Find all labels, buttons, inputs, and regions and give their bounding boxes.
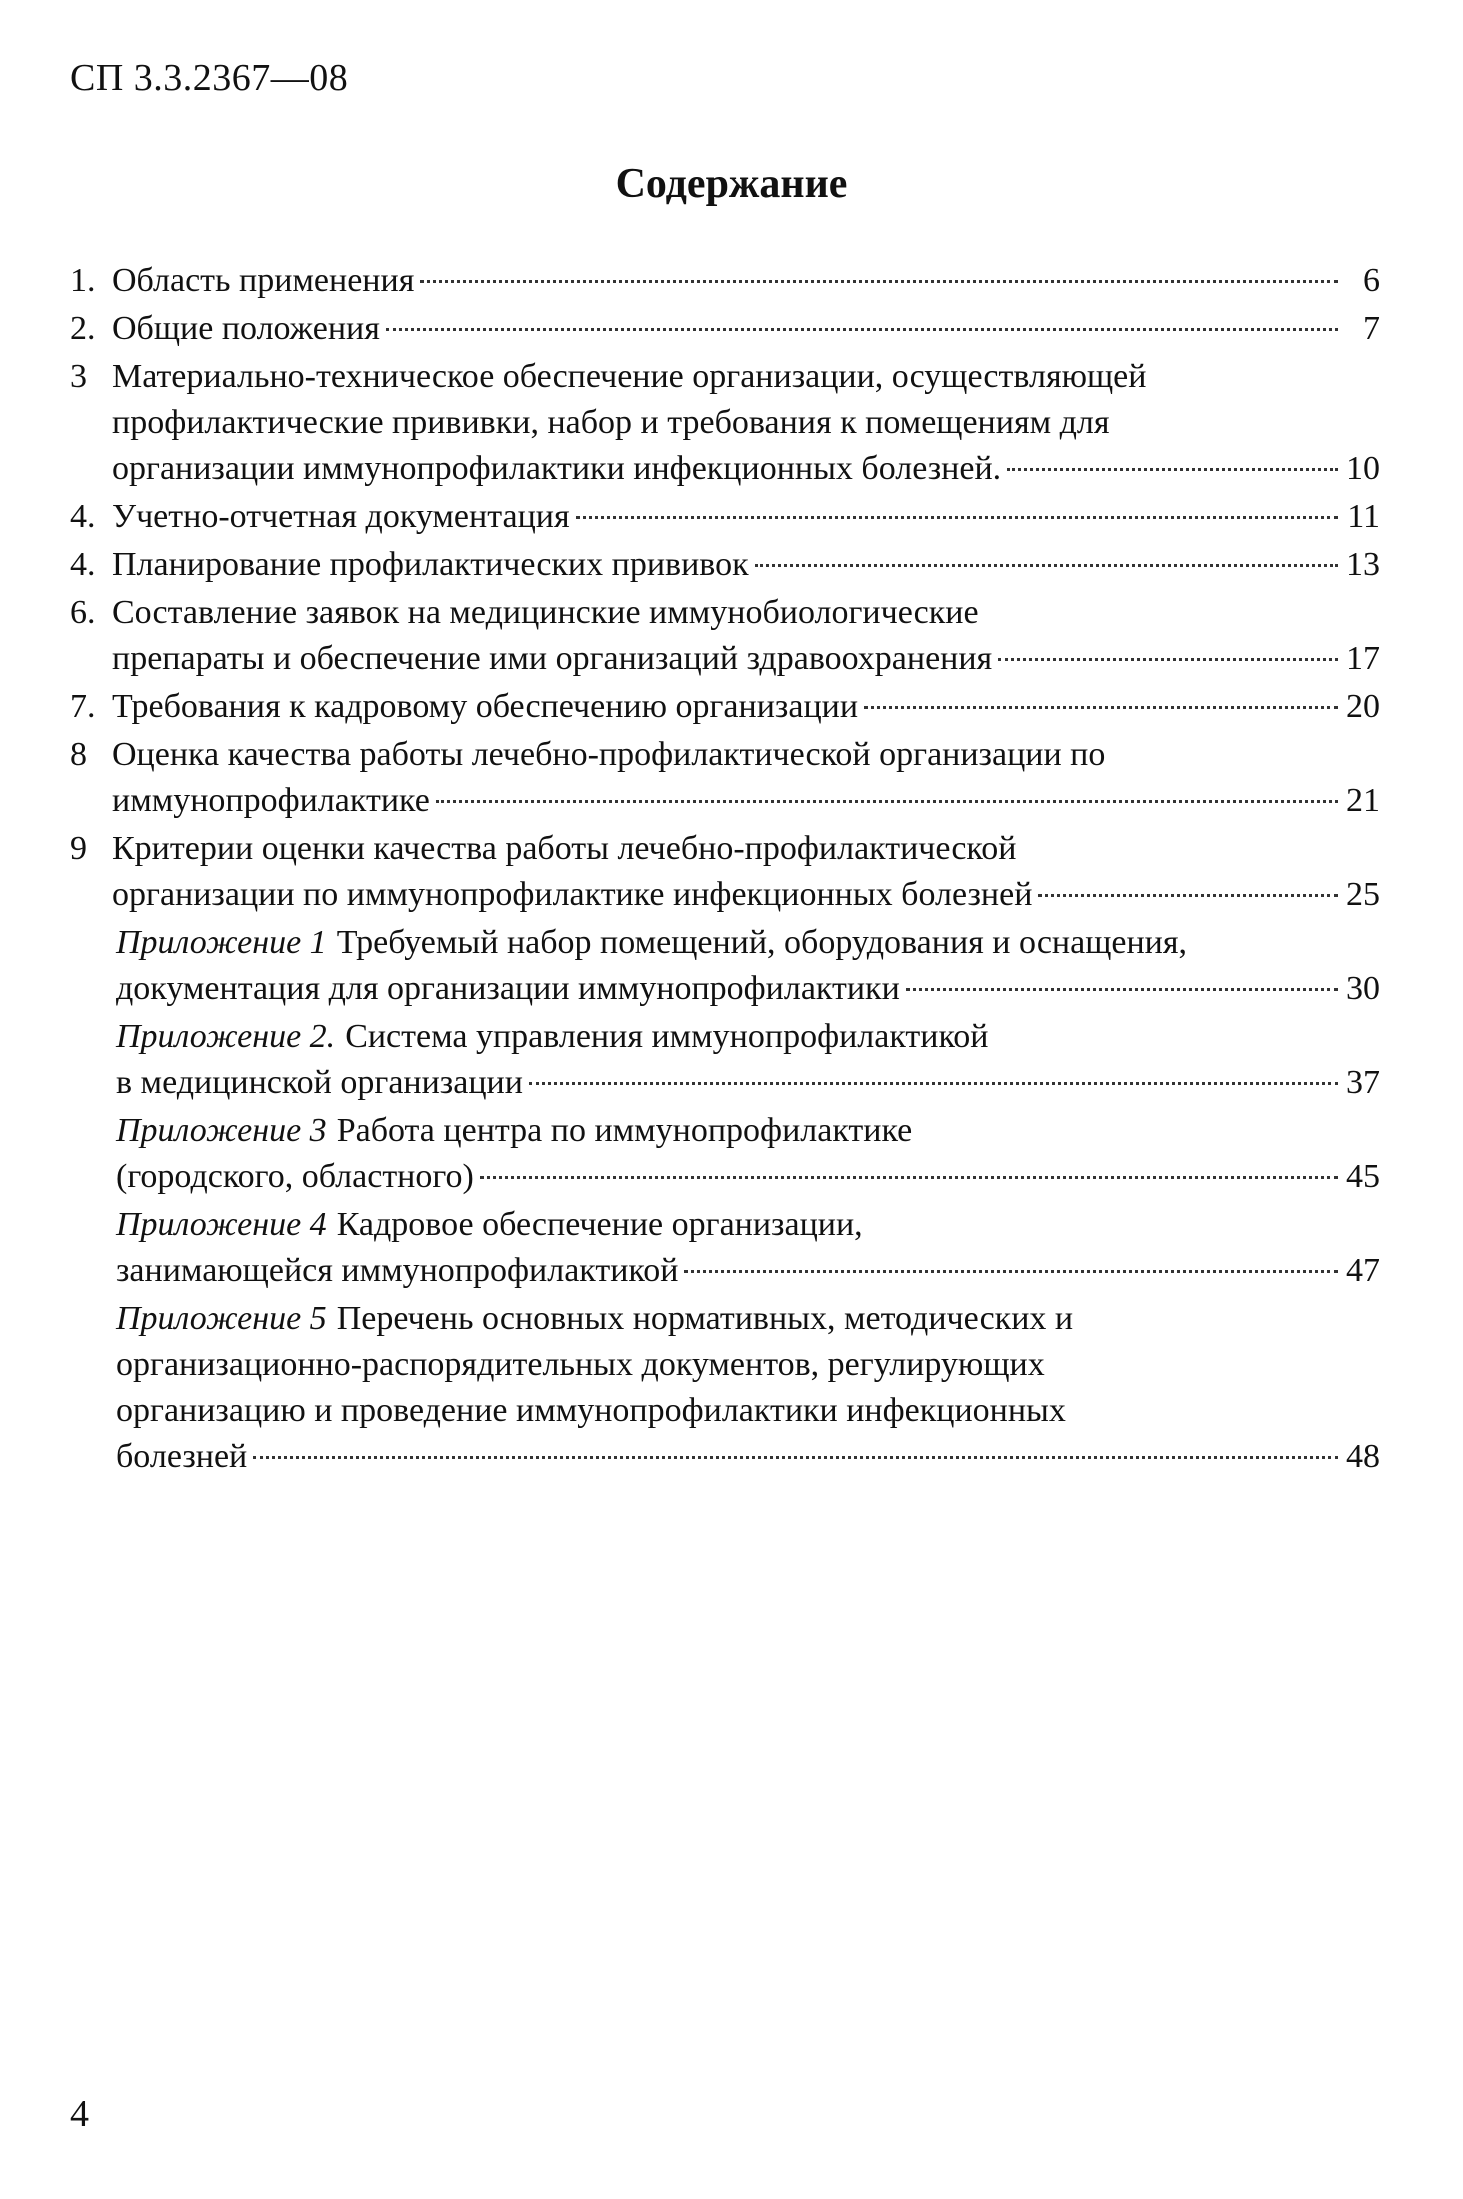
table-of-contents [70,258,1380,1482]
toc-entry-number: 9 [70,830,87,867]
dot-leader [755,564,1338,567]
toc-entry-text: в медицинской организации [116,1064,523,1101]
toc-title: Содержание [615,161,848,207]
toc-appendix-5[interactable] [70,1296,1380,1480]
toc-entry-text: Материально-техническое обеспечение организации, осуществляющей [112,358,1147,395]
toc-entry-text: Требования к кадровому обеспечению организации [112,688,859,725]
toc-entry-page: 17 [1346,640,1380,677]
dot-leader [998,658,1338,661]
appendix-label: Приложение 1 [116,924,327,961]
toc-entry-text: препараты и обеспечение ими организаций здравоохранения [112,640,993,677]
dot-leader [1038,894,1338,897]
toc-entry-number: 1. [70,262,96,299]
toc-entry-text: занимающейся иммунопрофилактикой [116,1252,679,1289]
toc-entry-text: организации по иммунопрофилактике инфекционных болезней [112,876,1033,913]
toc-entry-text: Область применения [112,262,415,299]
appendix-label: Приложение 2. [116,1018,336,1055]
toc-entry-number: 2. [70,310,96,347]
toc-entry[interactable] [70,826,1380,918]
toc-entry-page: 30 [1346,970,1380,1007]
toc-entry-text: Составление заявок на медицинские иммунобиологические [112,594,979,631]
toc-entry-page: 25 [1346,876,1380,913]
toc-appendix-4[interactable] [70,1202,1380,1294]
toc-entry-text: Общие положения [112,310,380,347]
toc-entry-page: 45 [1346,1158,1380,1195]
toc-entry-number: 7. [70,688,96,725]
toc-entry[interactable] [70,354,1380,492]
toc-entry-page: 48 [1346,1438,1380,1475]
dot-leader [420,280,1338,283]
dot-leader [684,1270,1338,1273]
toc-appendix-3[interactable] [70,1108,1380,1200]
toc-entry-number: 6. [70,594,96,631]
toc-entry-text: профилактические прививки, набор и требования к помещениям для [112,404,1110,441]
dot-leader [529,1082,1338,1085]
dot-leader [1007,468,1338,471]
toc-entry-page: 20 [1346,688,1380,725]
toc-entry-page: 11 [1347,498,1380,535]
dot-leader [576,516,1338,519]
toc-appendix-2[interactable] [70,1014,1380,1106]
appendix-label: Приложение 5 [116,1300,327,1337]
toc-entry-number: 4. [70,498,96,535]
toc-entry[interactable] [70,258,1380,304]
toc-entry-text: организационно-распорядительных документов, регулирующих [116,1346,1045,1383]
dot-leader [253,1456,1338,1459]
page-number: 4 [70,2093,89,2135]
toc-entry-text: Требуемый набор помещений, оборудования и оснащения, [336,924,1188,961]
toc-entry-text: организации иммунопрофилактики инфекционных болезней. [112,450,1002,487]
appendix-label: Приложение 4 [116,1206,327,1243]
toc-entry-text: Планирование профилактических прививок [112,546,749,583]
toc-entry-text: организацию и проведение иммунопрофилактики инфекционных [116,1392,1066,1429]
toc-entry-page: 7 [1363,310,1380,347]
toc-entry-text: Система управления иммунопрофилактикой [345,1018,989,1055]
toc-entry-page: 21 [1346,782,1380,819]
toc-entry[interactable] [70,542,1380,588]
toc-entry-text: Оценка качества работы лечебно-профилактической организации по [112,736,1106,773]
toc-entry-number: 3 [70,358,87,395]
toc-appendix-1[interactable] [70,920,1380,1012]
toc-entry-text: Критерии оценки качества работы лечебно-профилактической [112,830,1017,867]
toc-entry-page: 37 [1346,1064,1380,1101]
toc-entry-text: Работа центра по иммунопрофилактике [336,1112,913,1149]
toc-entry-text: Перечень основных нормативных, методических и [336,1300,1074,1337]
toc-entry[interactable] [70,684,1380,730]
toc-entry-page: 47 [1346,1252,1380,1289]
toc-entry-number: 8 [70,736,87,773]
toc-entry-text: Учетно-отчетная документация [112,498,570,535]
toc-entry-page: 10 [1346,450,1380,487]
toc-entry-number: 4. [70,546,96,583]
toc-entry[interactable] [70,590,1380,682]
toc-entry[interactable] [70,306,1380,352]
toc-entry-text: болезней [116,1438,248,1475]
dot-leader [906,988,1338,991]
dot-leader [480,1176,1338,1179]
dot-leader [386,328,1338,331]
appendix-label: Приложение 3 [116,1112,327,1149]
toc-entry-page: 13 [1346,546,1380,583]
toc-entry-text: документация для организации иммунопрофилактики [116,970,900,1007]
document-code: СП 3.3.2367—08 [70,57,349,99]
dot-leader [864,706,1338,709]
toc-entry-page: 6 [1363,262,1380,299]
dot-leader [436,800,1338,803]
toc-entry-text: (городского, областного) [116,1158,474,1195]
toc-entry-text: Кадровое обеспечение организации, [336,1206,863,1243]
toc-entry-text: иммунопрофилактике [112,782,430,819]
toc-entry[interactable] [70,494,1380,540]
toc-entry[interactable] [70,732,1380,824]
